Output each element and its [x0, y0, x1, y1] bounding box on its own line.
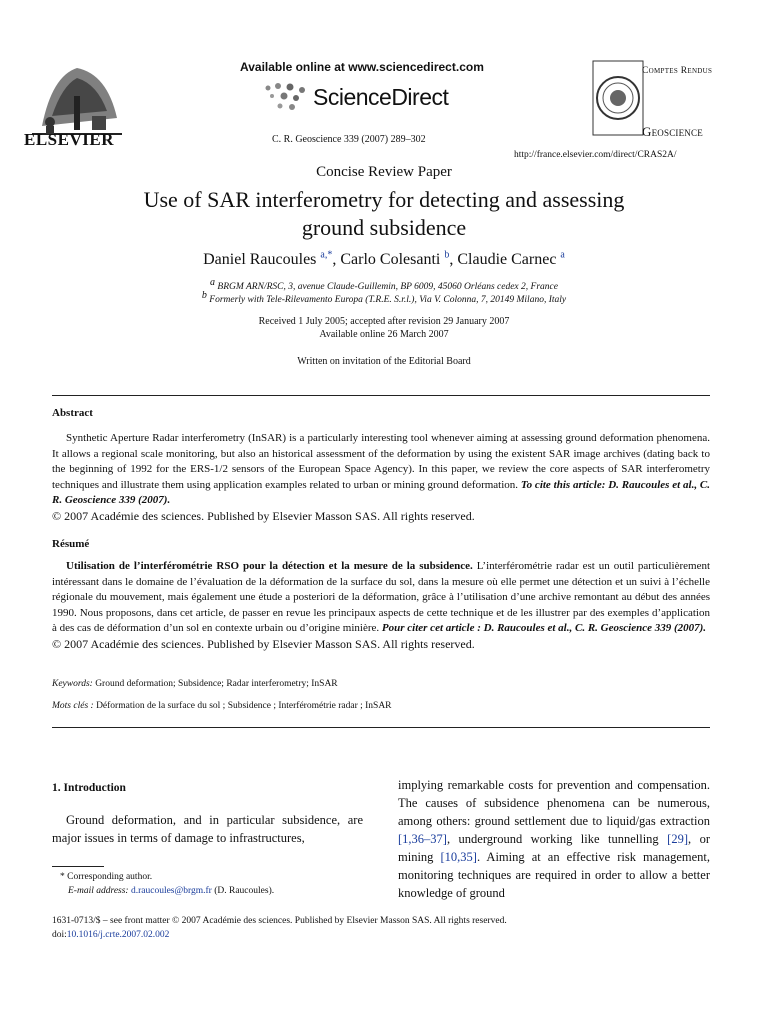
paper-type: Concise Review Paper	[316, 164, 452, 180]
invitation-note: Written on invitation of the Editorial Board	[297, 356, 471, 367]
author-list: Daniel Raucoules $^{a,*}$, Carlo Colesanti $^b$, Claudie Carnec $^a$	[203, 249, 565, 268]
resume-cite: Pour citer cet article : D. Raucoules et al., C. R. Geoscience 339 (2007).	[381, 622, 707, 634]
resume-body: Utilisation de l’interférométrie RSO pour la détection et la mesure de la subsidence. L’interférométrie radar est un outil particulièrement intéressant dans le domaine de l’évaluation de la déformation de la surface du sol, dans la mesure où elle permet une détection et un suivi à l’échelle régionale du mouvement, mais également une étude a posteriori de la déformation, grâce à l’utilisation d’une archive remontant au début des années 1990. Nous proposons, dans cet article, de passer en revue les principaux aspects de cette technique et de les illustrer par des exemples d’application à des cas de déformation d’un sol en contexte urbain ou d’origine minière. Pour citer cet article : D. Raucoules et al., C. R. Geoscience 339 (2007). © 2007 Académie des sciences. Published by Elsevier Masson SAS. All rights reserved.	[52, 560, 711, 651]
citation-link[interactable]: [1,36–37]	[398, 832, 447, 846]
intro-left-column: Ground deformation, and in particular subsidence, are major issues in terms of damage to infrastructures,	[52, 813, 363, 845]
mots-cles-text: Déformation de la surface du sol ; Subsidence ; Interférométrie radar ; InSAR	[96, 701, 392, 711]
author-name: Carlo Colesanti	[340, 251, 441, 268]
author-email-link[interactable]: d.raucoules@brgm.fr	[130, 885, 212, 896]
doi-link[interactable]: 10.1016/j.crte.2007.02.002	[66, 930, 170, 940]
mots-cles	[52, 701, 392, 711]
mots-cles-label: Mots clés :	[52, 701, 94, 711]
keywords-text: Ground deformation; Subsidence; Radar interferometry; InSAR	[95, 679, 338, 689]
corresponding-author: Corresponding author.	[67, 872, 153, 882]
comptes-rendus-title: Comptes Rendus	[642, 66, 713, 76]
sciencedirect-wordmark: ScienceDirect	[313, 84, 449, 110]
section-heading-introduction: 1. Introduction	[52, 782, 126, 794]
received-date: Received 1 July 2005; accepted after revision 29 January 2007	[258, 316, 510, 327]
divider	[52, 395, 710, 396]
abstract-heading: Abstract	[52, 407, 93, 419]
abstract-cite: To cite this article: D. Raucoules et al., C. R. Geoscience 339 (2007).	[52, 478, 710, 506]
page-footer: 1631-0713/$ – see front matter © 2007 Académie des sciences. Published by Elsevier Masson SAS. All rights reserved. doi:10.1016/j.crte.2007.02.002	[52, 916, 507, 940]
author-affiliation-mark[interactable]: a	[560, 249, 565, 261]
abstract-body: Synthetic Aperture Radar interferometry (InSAR) is a particularly interesting tool whenever aiming at assessing ground deformation phenomena. It allows a regional scale monitoring, but also an historical assessment of the deformation by using the existent SAR image archives (dating back to the beginning of 1992 for the ERS-1/2 sensors of the European Space Agency). In this paper, we review the core aspects of SAR interferometry techniques and illustrate them using application examples related to urban or mining ground deformation. To cite this article: D. Raucoules et al., C. R. Geoscience 339 (2007). © 2007 Académie des sciences. Published by Elsevier Masson SAS. All rights reserved.	[52, 432, 710, 523]
citation-link[interactable]: [10,35]	[440, 850, 477, 864]
elsevier-wordmark: ELSEVIER	[24, 130, 114, 149]
intro-right-column: implying remarkable costs for prevention and compensation. The causes of subsidence phenomena can be numerous, among others: ground settlement due to liquid/gas extraction [1,36–37], underground working like tunnelling [29], or mining [10,35]. Aiming at an effective risk management, monitoring techniques are required in order to allow a better knowledge of ground	[398, 778, 710, 900]
keywords-label: Keywords:	[52, 679, 93, 689]
front-matter-line: 1631-0713/$ – see front matter © 2007 Académie des sciences. Published by Elsevier Masson SAS. All rights reserved.	[52, 916, 507, 926]
affiliation-line: $^a$ BRGM ARN/RSC, 3, avenue Claude-Guillemin, BP 6009, 45060 Orléans cedex 2, France	[210, 276, 558, 292]
abstract-copyright: © 2007 Académie des sciences. Published by Elsevier Masson SAS. All rights reserved.	[52, 508, 475, 523]
footnote: * Corresponding author. E-mail address: d.raucoules@brgm.fr (D. Raucoules).	[60, 872, 275, 896]
affiliation-line: $^b$ Formerly with Tele-Rilevamento Europa (T.R.E. S.r.l.), Via V. Colonna, 7, 20149 Milano, Italy	[201, 289, 567, 305]
academie-seal-icon	[592, 60, 644, 136]
available-online-text: Available online at www.sciencedirect.com	[240, 60, 484, 74]
affiliations	[0, 276, 768, 307]
author-affiliation-mark[interactable]: a,*	[320, 249, 333, 261]
citation-link[interactable]: [29]	[667, 832, 688, 846]
author-affiliation-mark[interactable]: b	[444, 249, 450, 261]
author-name: Claudie Carnec	[457, 251, 557, 268]
keywords	[52, 679, 338, 689]
available-date: Available online 26 March 2007	[319, 329, 449, 340]
author-name: Daniel Raucoules	[203, 251, 317, 268]
resume-heading: Résumé	[52, 538, 90, 550]
publication-dates	[0, 315, 768, 341]
title-line-2: ground subsidence	[301, 215, 467, 240]
resume-title: Utilisation de l’interférométrie RSO pour la détection et la mesure de la subsidence.	[66, 560, 473, 572]
title-line-1: Use of SAR interferometry for detecting and assessing	[143, 187, 625, 212]
journal-url-link[interactable]: http://france.elsevier.com/direct/CRAS2A/	[514, 150, 677, 160]
paper-title	[100, 186, 668, 242]
sciencedirect-dots-icon	[262, 82, 312, 112]
resume-copyright: © 2007 Académie des sciences. Published by Elsevier Masson SAS. All rights reserved.	[52, 636, 475, 651]
geoscience-title: Geoscience	[642, 124, 703, 139]
footnote-divider	[52, 866, 104, 867]
divider	[52, 727, 710, 728]
footnote-mark: *	[60, 872, 65, 882]
journal-reference: C. R. Geoscience 339 (2007) 289–302	[272, 134, 426, 145]
